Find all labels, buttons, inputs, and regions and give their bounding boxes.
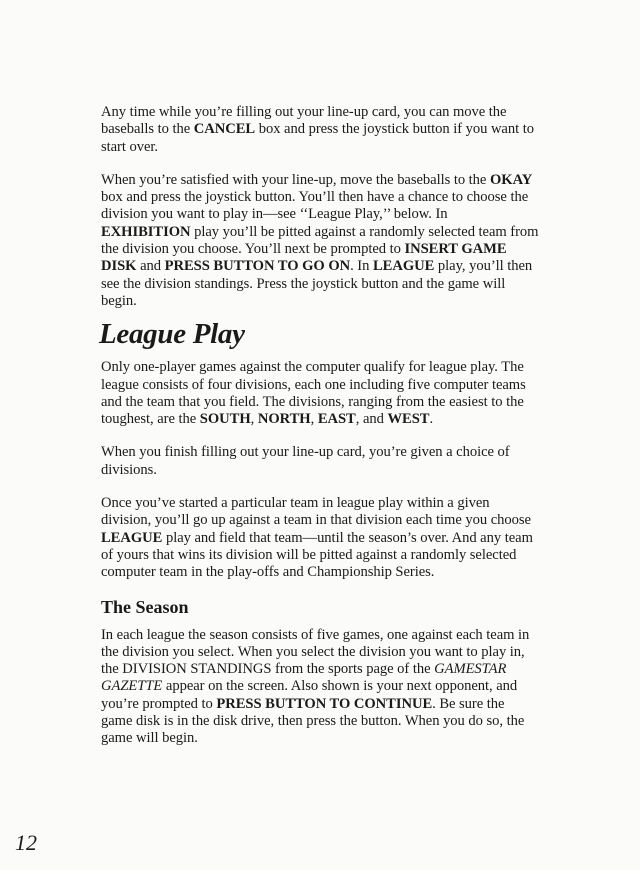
text: Only one-player games against the computer qualify for league play. The league consists of four divisions, each one including five computer teams and the team that you field. The divisions, ranging from the easiest to the toughest, are the [101, 359, 526, 428]
page-body [101, 104, 539, 748]
text: , and [355, 411, 388, 428]
text: , [310, 411, 318, 428]
keyword-league: LEAGUE [372, 258, 435, 275]
text: . In [350, 258, 373, 275]
keyword-okay: OKAY [489, 171, 533, 188]
page-number: 12 [15, 830, 37, 855]
paragraph-league-team [101, 495, 539, 581]
keyword-west: WEST [387, 411, 430, 428]
keyword-north: NORTH [257, 411, 311, 428]
text: , [250, 411, 258, 428]
keyword-league: LEAGUE [101, 529, 163, 546]
paragraph-choice: When you finish filling out your line-up card, you’re given a choice of divisions. [101, 444, 510, 478]
title-gamestar-gazette: GAMESTAR GAZETTE [101, 661, 507, 695]
text: appear on the screen. Also shown is your next opponent, and you’re prompted to [101, 678, 518, 712]
paragraph-season [101, 627, 539, 748]
keyword-south: SOUTH [199, 411, 251, 428]
keyword-press-button-to-go-on: PRESS BUTTON TO GO ON [164, 258, 351, 275]
text: play you’ll be pitted against a randomly selected team from the division you choose. You’ll next be prompted to [101, 223, 539, 258]
heading-the-season: The Season [101, 596, 189, 617]
text: Any time while you’re filling out your line-up card, you can move the baseballs to the [101, 104, 507, 138]
text: Once you’ve started a particular team in league play within a given division, you’ll go up against a team in that division each time you choose [101, 495, 531, 529]
keyword-exhibition: EXHIBITION [101, 223, 191, 240]
text: . Be sure the game disk is in the disk drive, then press the button. When you do so, the game will begin. [101, 695, 525, 747]
keyword-cancel: CANCEL [193, 121, 256, 138]
paragraph-divisions [101, 359, 539, 428]
text: In each league the season consists of five games, one against each team in the division you select. When you select the division you want to play in, the DIVISION STANDINGS from the sports page of the [101, 626, 530, 678]
text: . [429, 411, 434, 428]
text: play, you’ll then see the division standings. Press the joystick button and the game will begin. [101, 258, 533, 309]
heading-league-play: League Play [99, 318, 245, 351]
text: and [136, 258, 165, 275]
text: box and press the joystick button if you want to start over. [101, 121, 534, 155]
paragraph-okay [101, 172, 539, 310]
keyword-press-button-to-continue: PRESS BUTTON TO CONTINUE [216, 695, 433, 712]
keyword-east: EAST [317, 411, 356, 428]
text: When you’re satisfied with your line-up, move the baseballs to the [101, 171, 490, 188]
paragraph-cancel [101, 104, 539, 156]
text: box and press the joystick button. You’ll then have a chance to choose the division you want to play in—see ‘‘League Play,’’ below. In [101, 189, 529, 223]
keyword-insert-game-disk: INSERT GAME DISK [101, 241, 507, 275]
text: play and field that team—until the season’s over. And any team of yours that wins its division will be pitted against a randomly selected computer team in the play-offs and Championship Series. [101, 529, 533, 581]
